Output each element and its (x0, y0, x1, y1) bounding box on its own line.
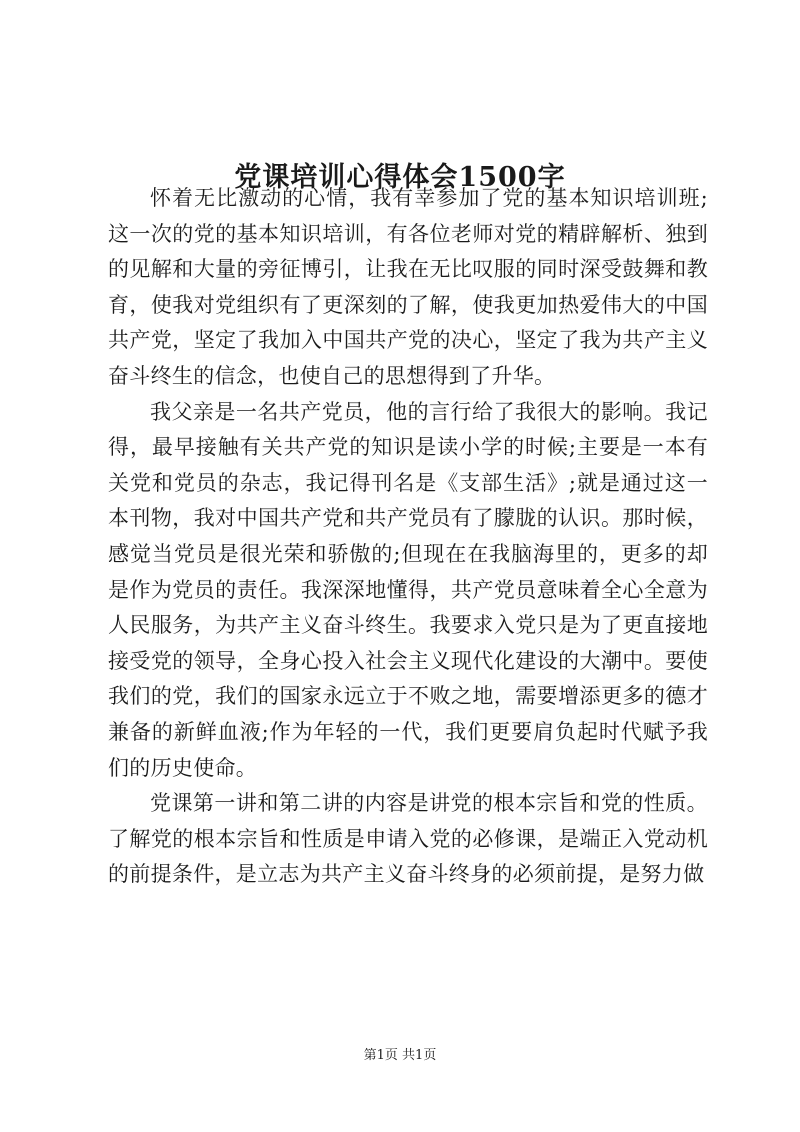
paragraph-2: 我父亲是一名共产党员，他的言行给了我很大的影响。我记得，最早接触有关共产党的知识是读小学的时候;主要是一本有关党和党员的杂志，我记得刊名是《支部生活》;就是通过这一本刊物，我对中国共产党和共产党员有了朦胧的认识。那时候，感觉当党员是很光荣和骄傲的;但现在在我脑海里的，更多的却是作为党员的责任。我深深地懂得，共产党员意味着全心全意为人民服务，为共产主义奋斗终生。我要求入党只是为了更直接地接受党的领导，全身心投入社会主义现代化建设的大潮中。要使我们的党，我们的国家永远立于不败之地，需要增添更多的德才兼备的新鲜血液;作为年轻的一代，我们更要肩负起时代赋予我们的历史使命。 (108, 399, 708, 780)
document-body (108, 181, 708, 893)
paragraph-1: 怀着无比激动的心情，我有幸参加了党的基本知识培训班;这一次的党的基本知识培训，有各位老师对党的精辟解析、独到的见解和大量的旁征博引，让我在无比叹服的同时深受鼓舞和教育，使我对党组织有了更深刻的了解，使我更加热爱伟大的中国共产党，坚定了我加入中国共产党的决心，坚定了我为共产主义奋斗终生的信念，也使自己的思想得到了升华。 (108, 186, 708, 388)
document-title: 党课培训心得体会1500字 (234, 162, 566, 194)
paragraph-3: 党课第一讲和第二讲的内容是讲党的根本宗旨和党的性质。了解党的根本宗旨和性质是申请入党的必修课，是端正入党动机的前提条件，是立志为共产主义奋斗终身的必须前提，是努力做 (108, 791, 708, 887)
page-footer: 第1页 共1页 (363, 1048, 437, 1063)
